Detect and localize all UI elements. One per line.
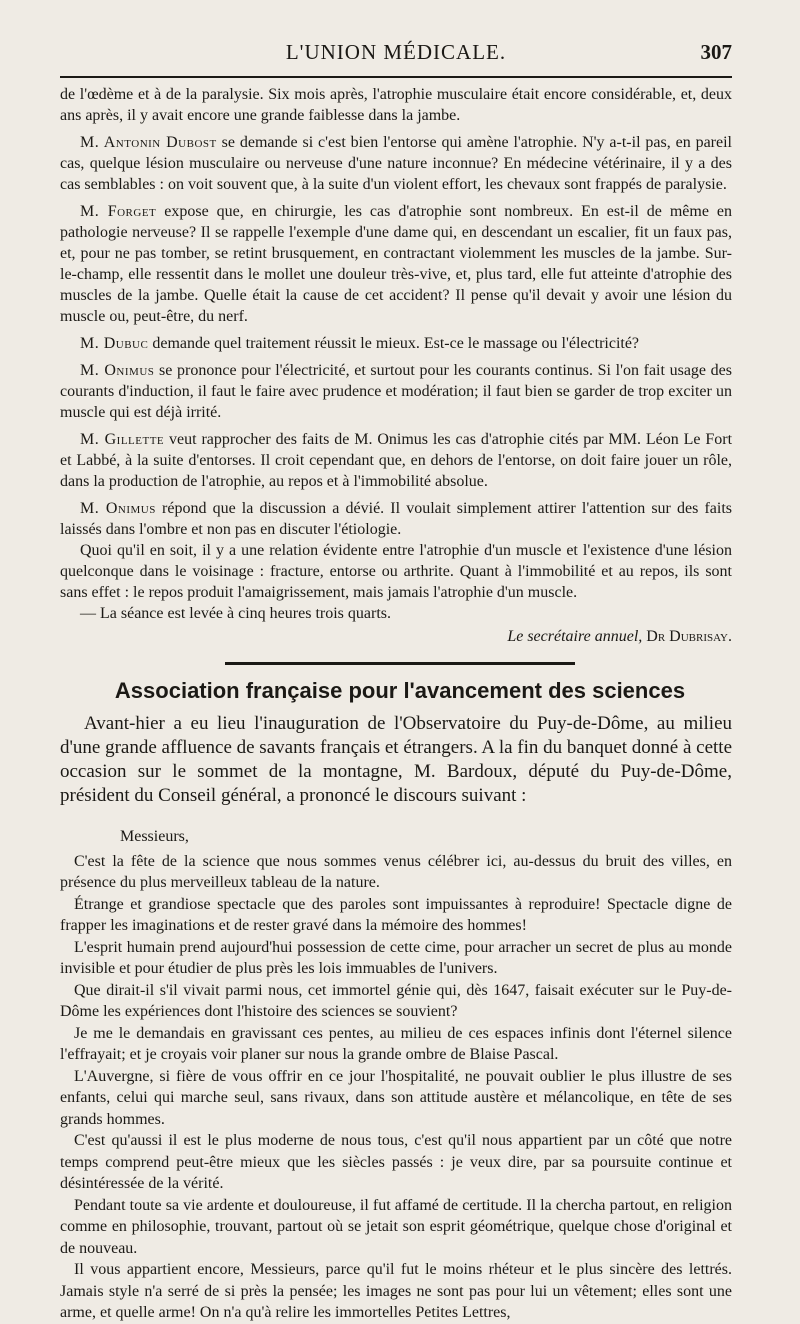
speech-paragraph: L'esprit humain prend aujourd'hui possession de cette cime, pour arracher un secret de plus au monde invisible et pour étudier de plus près les lois immuables de l'univers. xyxy=(60,938,732,977)
signature-name: Dr Dubrisay. xyxy=(646,628,732,645)
proceedings-paragraph xyxy=(60,498,732,540)
speaker-name: M. Antonin Dubost xyxy=(80,134,217,151)
speech-paragraph: Étrange et grandiose spectacle que des paroles sont impuissantes à reproduire! Spectacle digne de frapper les imaginations et de rester gravé dans la mémoire des hommes! xyxy=(60,895,732,934)
proceedings-paragraph xyxy=(60,360,732,423)
intro-paragraph: Avant-hier a eu lieu l'inauguration de l'Observatoire du Puy-de-Dôme, au milieu d'une grande affluence de savants français et étrangers. A la fin du banquet donné à cette occasion sur le sommet de la montagne, M. Bardoux, député du Puy-de-Dôme, président du Conseil général, a prononcé le discours suivant : xyxy=(60,713,733,806)
speech-paragraph: C'est qu'aussi il est le plus moderne de nous tous, c'est qu'il nous appartient par un côté que notre temps comprend peut-être mieux que les siècles passés : je veux dire, par sa poursuite continue et désintéressée de la vérité. xyxy=(60,1132,732,1192)
association-intro xyxy=(60,712,732,808)
proceedings-paragraph: de l'œdème et à de la paralysie. Six mois après, l'atrophie musculaire était encore considérable, et, deux ans après, il y avait encore une grande faiblesse dans la jambe. xyxy=(60,86,732,124)
speech-paragraph: Que dirait-il s'il vivait parmi nous, cet immortel génie qui, dès 1647, faisait exécuter sur le Puy-de-Dôme les expériences dont l'histoire des sciences se souvient? xyxy=(60,981,732,1020)
speech-paragraph: Je me le demandais en gravissant ces pentes, au milieu de ces espaces infinis dont l'éternel silence l'effrayait; et je croyais voir planer sur nous la grande ombre de Blaise Pascal. xyxy=(60,1024,732,1063)
signature-role: Le secrétaire annuel, xyxy=(507,628,643,645)
speaker-text: demande quel traitement réussit le mieux. Est-ce le massage ou l'électricité? xyxy=(152,335,640,352)
proceedings-paragraph xyxy=(60,333,732,354)
speaker-name: M. Onimus xyxy=(80,500,156,517)
speech-paragraph: Il vous appartient encore, Messieurs, parce qu'il fut le moins rhéteur et le plus sincère des lettrés. Jamais style n'a serré de si près la pensée; les images ne sont pas pour lui un vêtement; elles sont une arme, et quelle arme! On n'a qu'à relire les immortelles Petites Lettres, xyxy=(60,1261,732,1321)
section-title: Association française pour l'avancement des sciences xyxy=(114,678,686,703)
running-title: L'UNION MÉDICALE. xyxy=(285,40,507,64)
speech-paragraph: C'est la fête de la science que nous sommes venus célébrer ici, au-dessus du bruit des villes, en présence du plus merveilleux tableau de la nature. xyxy=(60,852,732,891)
proceedings-paragraph xyxy=(60,201,732,327)
proceedings-paragraph xyxy=(60,132,732,195)
speaker-text: se demande si c'est bien l'entorse qui amène l'atrophie. N'y a-t-il pas, en pareil cas, quelque lésion musculaire ou nerveuse d'une nature inconnue? En médecine vétérinaire, il y a des cas semblables : on voit souvent que, à la suite d'un violent effort, les chevaux sont frappés de paralysie. xyxy=(60,134,733,193)
speaker-name: M. Forget xyxy=(80,203,157,220)
speech-salutation: Messieurs, xyxy=(120,828,189,845)
speaker-name: M. Dubuc xyxy=(80,335,149,352)
speaker-text: expose que, en chirurgie, les cas d'atrophie sont nombreux. En est-il de même en pathologie nerveuse? Il se rappelle l'exemple d'une dame qui, en descendant un escalier, fit un faux pas, et, pour ne pas tomber, se retint brusquement, en contractant violemment les muscles de la jambe. Sur-le-champ, elle ressentit dans le mollet une douleur très-vive, et, plus tard, elle fut atteinte d'atrophie des muscles de la jambe. Quelle était la cause de cet accident? Il pense qu'il devait y avoir une lésion du muscle ou, peut-être, du nerf. xyxy=(60,203,732,325)
speaker-name: M. Gillette xyxy=(80,431,165,448)
speaker-text: se prononce pour l'électricité, et surtout pour les courants continus. Si l'on fait usage des courants d'induction, il faut le faire avec prudence et modération; il faut bien se garder de trop exciter un muscle qui est déjà irrité. xyxy=(60,362,733,421)
speaker-name: M. Onimus xyxy=(80,362,155,379)
session-proceedings xyxy=(60,84,732,647)
speech-paragraph: L'Auvergne, si fière de vous offrir en ce jour l'hospitalité, ne pouvait oublier le plus illustre de ses enfants, celui qui marche seul, sans rivaux, dans son attitude austère et mélancolique, en tête de ses grands hommes. xyxy=(60,1067,732,1128)
proceedings-paragraph: Quoi qu'il en soit, il y a une relation évidente entre l'atrophie d'un muscle et l'existence d'une lésion quelconque dans le voisinage : fracture, entorse ou arthrite. Quant à l'immobilité et au repos, ils sont sans effet : le repos produit l'amaigrissement, mais jamais l'atrophie d'un muscle. xyxy=(60,542,732,601)
header-rule xyxy=(60,76,732,78)
page-header xyxy=(60,40,732,70)
section-divider xyxy=(225,662,575,665)
page-number: 307 xyxy=(700,40,732,64)
speech-paragraph: Pendant toute sa vie ardente et douloureuse, il fut affamé de certitude. Il la chercha partout, en religion comme en philosophie, trouvant, partout où se jetait son esprit géométrique, quelque chose d'original et de nouveau. xyxy=(60,1196,732,1257)
speech xyxy=(60,826,732,1324)
signature xyxy=(60,626,732,647)
session-closing: — La séance est levée à cinq heures trois quarts. xyxy=(80,605,391,622)
speaker-text: répond que la discussion a dévié. Il voulait simplement attirer l'attention sur des faits laissés dans l'ombre et non pas en discuter l'étiologie. xyxy=(60,500,733,538)
proceedings-paragraph xyxy=(60,429,732,492)
speaker-text: veut rapprocher des faits de M. Onimus les cas d'atrophie cités par MM. Léon Le Fort et Labbé, à la suite d'entorses. Il croit cependant que, en dehors de l'entorse, on doit faire jouer un rôle, dans la production de l'atrophie, au repos et à l'immobilité absolue. xyxy=(60,431,733,490)
